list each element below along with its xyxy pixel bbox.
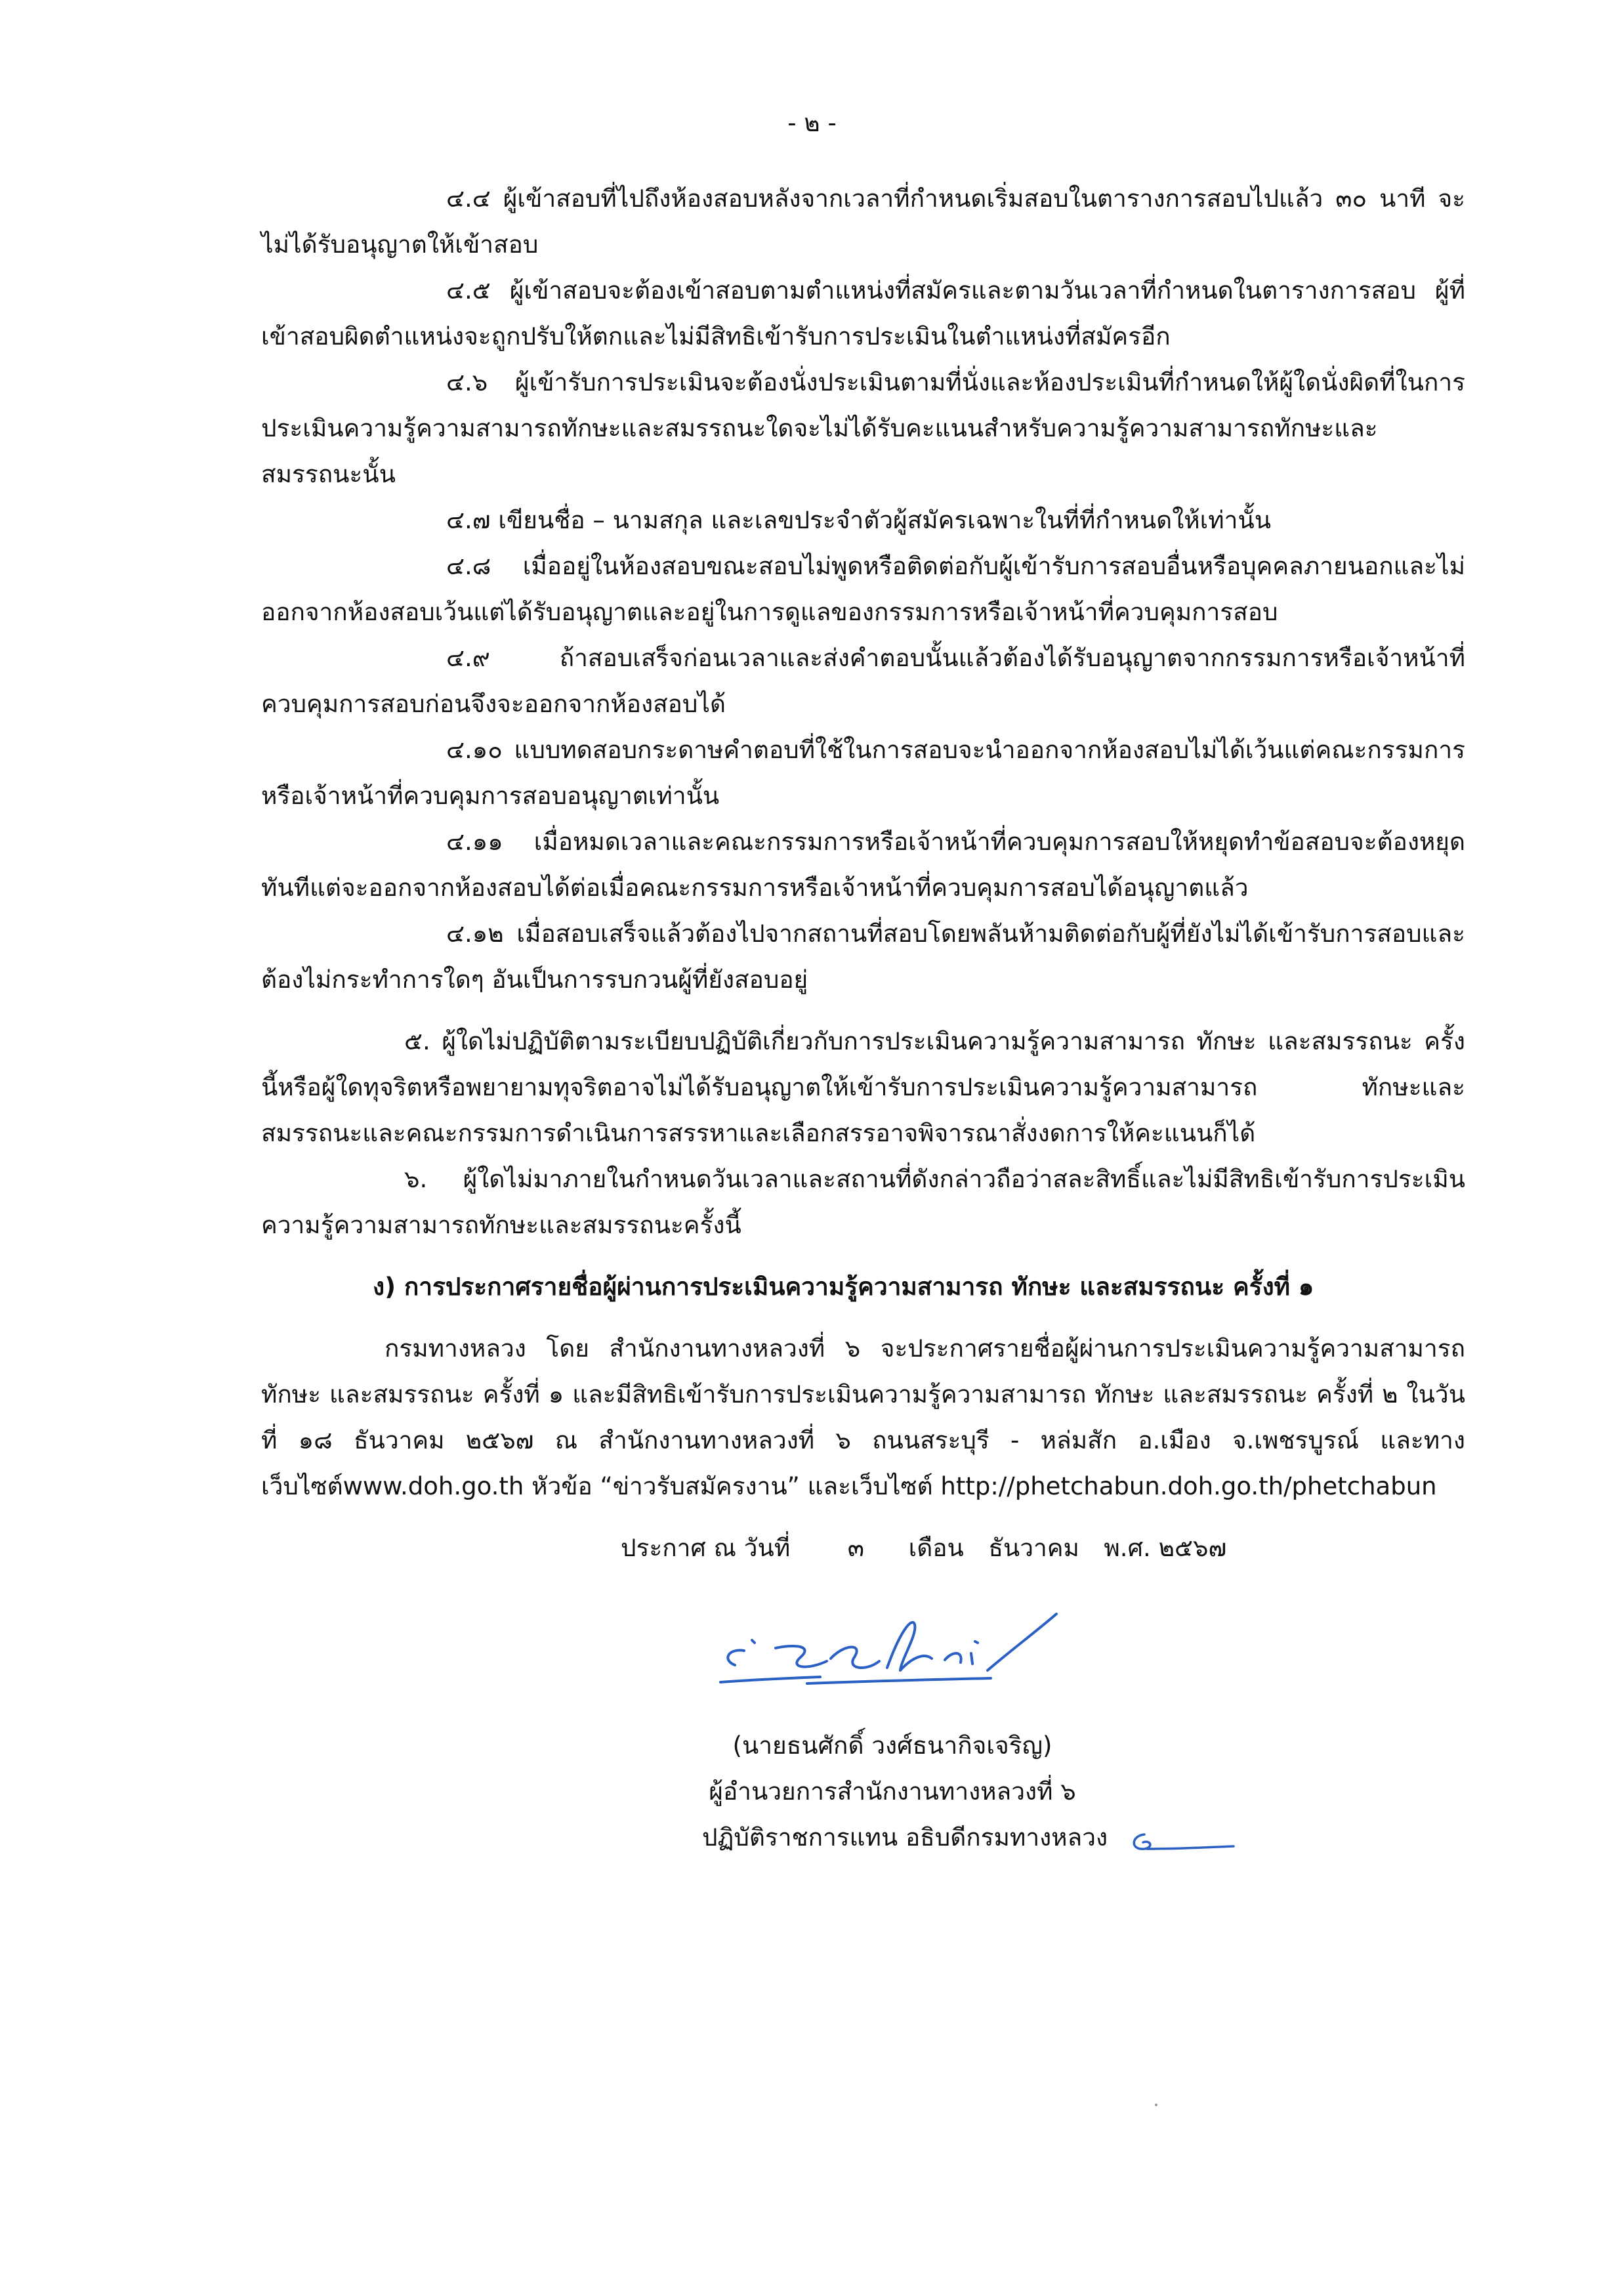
paragraph-4-4: ๔.๔ ผู้เข้าสอบที่ไปถึงห้องสอบหลังจากเวลาที่กำหนดเริ่มสอบในตารางการสอบไปแล้ว ๓๐ นาที จะไม่ได้รับอนุญาตให้เข้าสอบ <box>261 184 1465 259</box>
paragraph-4-10: ๔.๑๐ แบบทดสอบกระดาษคำตอบที่ใช้ในการสอบจะนำออกจากห้องสอบไม่ได้เว้นแต่คณะกรรมการหรือเจ้าหน้าที่ควบคุมการสอบอนุญาตเท่านั้น <box>261 736 1465 810</box>
scan-speck <box>1155 2104 1157 2106</box>
paragraph-5: ๕. ผู้ใดไม่ปฏิบัติตามระเบียบปฏิบัติเกี่ยวกับการประเมินความรู้ความสามารถ ทักษะ และสมรรถนะ ครั้งนี้หรือผู้ใดทุจริตหรือพยายามทุจริตอาจไม่ได้รับอนุญาตให้เข้ารับการประเมินความรู้ความสามารถ ทักษะและสมรรถนะและคณะกรรมการดำเนินการสรรหาและเลือกสรรอาจพิจารณาสั่งงดการให้คะแนนก็ได้ <box>261 1027 1465 1147</box>
paragraph-4-11: ๔.๑๑ เมื่อหมดเวลาและคณะกรรมการหรือเจ้าหน้าที่ควบคุมการสอบให้หยุดทำข้อสอบจะต้องหยุดทันทีแต่จะออกจากห้องสอบได้ต่อเมื่อคณะกรรมการหรือเจ้าหน้าที่ควบคุมการสอบได้อนุญาตแล้ว <box>261 828 1465 902</box>
date-year: ๒๕๖๗ <box>1158 1534 1227 1562</box>
paragraph-6: ๖. ผู้ใดไม่มาภายในกำหนดวันเวลาและสถานที่ดังกล่าวถือว่าสละสิทธิ์และไม่มีสิทธิเข้ารับการประเมินความรู้ความสามารถทักษะและสมรรถนะครั้งนี้ <box>261 1165 1465 1239</box>
signer-name: (นายธนศักดิ์ วงศ์ธนากิจเจริญ) <box>732 1731 1052 1760</box>
paragraph-4-6: ๔.๖ ผู้เข้ารับการประเมินจะต้องนั่งประเมินตามที่นั่งและห้องประเมินที่กำหนดให้ผู้ใดนั่งผิดที่ในการประเมินความรู้ความสามารถทักษะและสมรรถนะใดจะไม่ได้รับคะแนนสำหรับความรู้ความสามารถทักษะและสมรรถนะนั้น <box>261 368 1465 488</box>
date-day: ๓ <box>847 1534 865 1562</box>
section-paragraph: กรมทางหลวง โดย สำนักงานทางหลวงที่ ๖ จะประกาศรายชื่อผู้ผ่านการประเมินความรู้ความสามารถ ทักษะ และสมรรถนะ ครั้งที่ ๑ และมีสิทธิเข้ารับการประเมินความรู้ความสามารถ ทักษะ และสมรรถนะ ครั้งที่ ๒ ในวันที่ ๑๘ ธันวาคม ๒๕๖๗ ณ สำนักงานทางหลวงที่ ๖ ถนนสระบุรี - หล่มสัก อ.เมือง จ.เพชรบูรณ์ และทางเว็บไซต์www.doh.go.th หัวข้อ “ข่าวรับสมัครงาน” และเว็บไซต์ http://phetchabun.doh.go.th/phetchabun <box>261 1334 1465 1500</box>
signer-acting-text: ปฏิบัติราชการแทน อธิบดีกรมทางหลวง <box>702 1823 1108 1852</box>
announcement-date <box>261 1525 1465 1571</box>
paragraph-4-8: ๔.๘ เมื่ออยู่ในห้องสอบขณะสอบไม่พูดหรือติดต่อกับผู้เข้ารับการสอบอื่นหรือบุคคลภายนอกและไม่ออกจากห้องสอบเว้นแต่ได้รับอนุญาตและอยู่ในการดูแลของกรรมการหรือเจ้าหน้าที่ควบคุมการสอบ <box>261 552 1465 626</box>
handwritten-signature <box>715 1605 1135 1690</box>
document-body <box>261 176 1465 1571</box>
paragraph-4-5: ๔.๕ ผู้เข้าสอบจะต้องเข้าสอบตามตำแหน่งที่สมัครและตามวันเวลาที่กำหนดในตารางการสอบ ผู้ที่เข้าสอบผิดตำแหน่งจะถูกปรับให้ตกและไม่มีสิทธิเข้ารับการประเมินในตำแหน่งที่สมัครอีก <box>261 276 1465 350</box>
signer-position: ผู้อำนวยการสำนักงานทางหลวงที่ ๖ <box>709 1777 1076 1806</box>
date-month: ธันวาคม <box>988 1534 1079 1562</box>
initial-mark <box>1125 1823 1236 1855</box>
date-prefix: ประกาศ ณ วันที่ <box>621 1534 791 1562</box>
page-number: - ๒ - <box>787 109 837 137</box>
section-heading: ง) การประกาศรายชื่อผู้ผ่านการประเมินความรู้ความสามารถ ทักษะ และสมรรถนะ ครั้งที่ ๑ <box>373 1273 1314 1301</box>
paragraph-4-7: ๔.๗ เขียนชื่อ – นามสกุล และเลขประจำตัวผู้สมัครเฉพาะในที่ที่กำหนดให้เท่านั้น <box>446 506 1272 534</box>
signer-block <box>643 1723 1234 1861</box>
date-year-label: พ.ศ. <box>1104 1534 1151 1562</box>
paragraph-4-9: ๔.๙ ถ้าสอบเสร็จก่อนเวลาและส่งคำตอบนั้นแล้วต้องได้รับอนุญาตจากกรรมการหรือเจ้าหน้าที่ควบคุมการสอบก่อนจึงจะออกจากห้องสอบได้ <box>261 644 1465 718</box>
paragraph-4-12: ๔.๑๒ เมื่อสอบเสร็จแล้วต้องไปจากสถานที่สอบโดยพลันห้ามติดต่อกับผู้ที่ยังไม่ได้เข้ารับการสอบและต้องไม่กระทำการใดๆ อันเป็นการรบกวนผู้ที่ยังสอบอยู่ <box>261 920 1465 994</box>
date-month-label: เดือน <box>908 1534 964 1562</box>
signer-acting <box>643 1815 1234 1861</box>
